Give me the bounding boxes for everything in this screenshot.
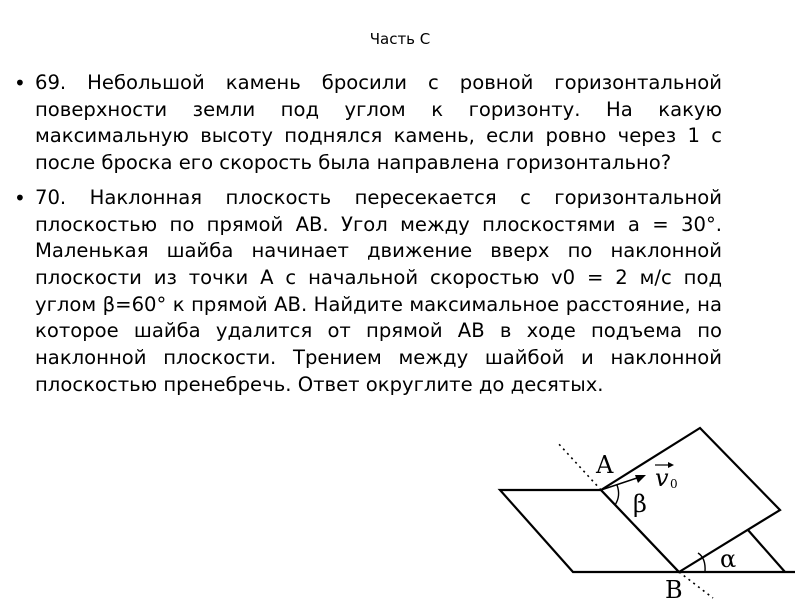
inclined-plane-figure [495,420,800,600]
bullet-icon: • [14,71,26,95]
problem-70-text: 70. Наклонная плоскость пересекается с горизонтальной плоскостью по прямой АВ. Угол между плоскостями а = 30°. Маленькая шайба начинает движение вверх по наклонной плоскости из точки А с начальной скоростью v0 = 2 м/с под углом β=60° к прямой АВ. Найдите максимальное расстояние, на которое шайба удалится от прямой АВ в ходе подъема по наклонной плоскости. Трением между шайбой и наклонной плоскостью пренебречь. Ответ округлите до десятых. [35,185,722,396]
label-beta: β [633,490,647,518]
bullet-icon: • [14,185,26,210]
label-point-b: B [665,576,683,600]
slide-title: Часть С [369,30,431,48]
figure-svg [495,420,800,600]
problem-70 [0,185,800,399]
ab-extension-top [557,442,601,490]
label-point-a: A [596,451,614,479]
problem-list [0,70,800,406]
label-velocity: v [655,464,669,492]
problem-69-text: 69. Небольшой камень бросили с ровной горизонтальной поверхности земли под углом к горизонту. На какую максимальную высоту поднялся камень, если ровно через 1 с после броска его скорость была направлена горизонтально? [35,71,722,175]
plane-edge-right [748,530,785,572]
ab-extension-bottom [679,572,713,598]
label-alpha: α [720,545,737,573]
problem-69 [0,70,800,177]
label-velocity-subscript: 0 [670,477,678,491]
